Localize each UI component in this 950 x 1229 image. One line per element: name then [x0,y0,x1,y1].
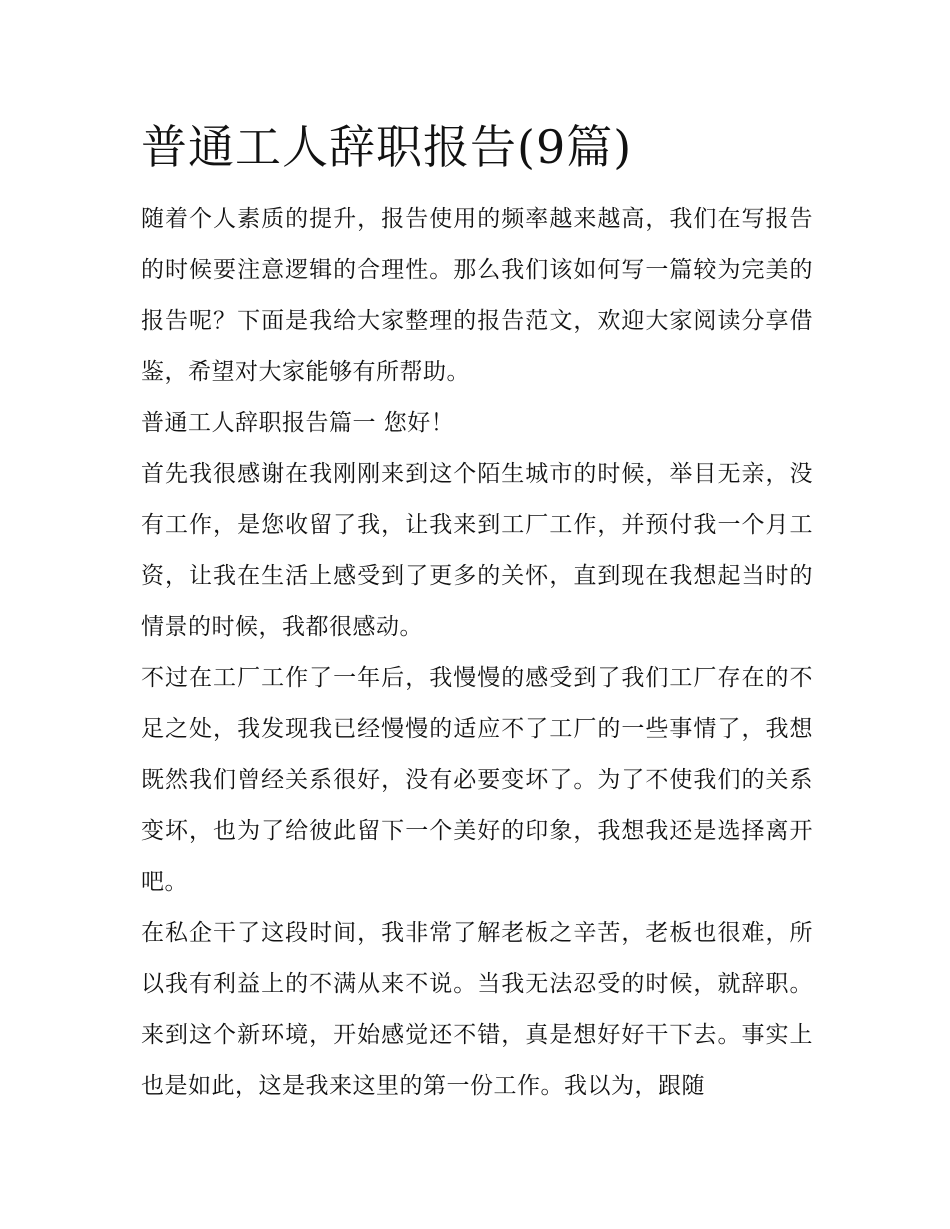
body-paragraph-2: 不过在工厂工作了一年后，我慢慢的感受到了我们工厂存在的不足之处，我发现我已经慢慢的适应不了工厂的一些事情了，我想既然我们曾经关系很好，没有必要变坏了。为了不使我们的关系变坏，也为了给彼此留下一个美好的印象，我想我还是选择离开吧。 [141,665,813,895]
section-heading-paragraph: 普通工人辞职报告篇一 您好！ [141,410,455,436]
document-title: 普通工人辞职报告(9篇) [141,120,633,174]
body-paragraph-1: 首先我很感谢在我刚刚来到这个陌生城市的时候，举目无亲，没有工作，是您收留了我，让我来到工厂工作，并预付我一个月工资，让我在生活上感受到了更多的关怀，直到现在我想起当时的情景的时候，我都很感动。 [141,461,813,640]
intro-paragraph: 随着个人素质的提升，报告使用的频率越来越高，我们在写报告的时候要注意逻辑的合理性。那么我们该如何写一篇较为完美的报告呢？下面是我给大家整理的报告范文，欢迎大家阅读分享借鉴，希望对大家能够有所帮助。 [141,206,813,385]
document-content [141,112,813,1112]
body-paragraph-3: 在私企干了这段时间，我非常了解老板之辛苦，老板也很难，所以我有利益上的不满从来不说。当我无法忍受的时候，就辞职。来到这个新环境，开始感觉还不错，真是想好好干下去。事实上也是如此，这是我来这里的第一份工作。我以为，跟随 [141,920,813,1099]
